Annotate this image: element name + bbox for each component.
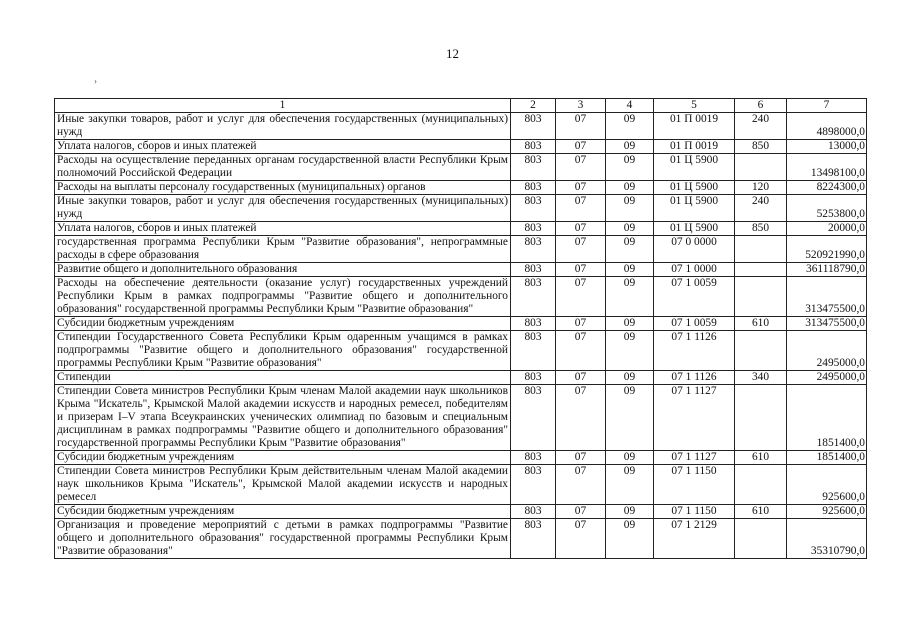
header-cell-1: 1 <box>55 99 511 113</box>
code-2-cell: 803 <box>511 140 556 154</box>
code-5-cell: 07 1 1126 <box>654 331 735 371</box>
code-5-cell: 01 П 0019 <box>654 140 735 154</box>
code-5-cell: 01 Ц 5900 <box>654 195 735 222</box>
table-row <box>55 451 867 465</box>
amount-cell: 1851400,0 <box>787 451 867 465</box>
code-4-cell: 09 <box>606 385 654 451</box>
code-2-cell: 803 <box>511 451 556 465</box>
code-4-cell: 09 <box>606 263 654 277</box>
table-row <box>55 385 867 451</box>
description-cell: Стипендии <box>55 371 511 385</box>
code-3-cell: 07 <box>556 385 606 451</box>
description-cell: Развитие общего и дополнительного образования <box>55 263 511 277</box>
code-2-cell: 803 <box>511 195 556 222</box>
table-row <box>55 371 867 385</box>
amount-cell: 35310790,0 <box>787 519 867 559</box>
code-4-cell: 09 <box>606 277 654 317</box>
amount-cell: 1851400,0 <box>787 385 867 451</box>
code-2-cell: 803 <box>511 465 556 505</box>
code-2-cell: 803 <box>511 154 556 181</box>
code-6-cell <box>735 236 787 263</box>
description-cell: Субсидии бюджетным учреждениям <box>55 505 511 519</box>
code-5-cell: 07 1 1127 <box>654 385 735 451</box>
code-2-cell: 803 <box>511 113 556 140</box>
table-row <box>55 236 867 263</box>
description-cell: Стипендии Государственного Совета Республики Крым одаренным учащимся в рамках подпрограммы "Развитие общего и дополнительного образования" государственной программы Республики Крым "Развитие образования" <box>55 331 511 371</box>
amount-cell: 20000,0 <box>787 222 867 236</box>
amount-cell: 313475500,0 <box>787 277 867 317</box>
description-cell: Уплата налогов, сборов и иных платежей <box>55 222 511 236</box>
code-2-cell: 803 <box>511 505 556 519</box>
amount-cell: 313475500,0 <box>787 317 867 331</box>
code-2-cell: 803 <box>511 263 556 277</box>
amount-cell: 2495000,0 <box>787 371 867 385</box>
description-cell: Уплата налогов, сборов и иных платежей <box>55 140 511 154</box>
code-5-cell: 07 1 2129 <box>654 519 735 559</box>
amount-cell: 925600,0 <box>787 505 867 519</box>
code-6-cell: 610 <box>735 505 787 519</box>
table-row <box>55 505 867 519</box>
code-3-cell: 07 <box>556 451 606 465</box>
code-4-cell: 09 <box>606 195 654 222</box>
amount-cell: 13498100,0 <box>787 154 867 181</box>
code-4-cell: 09 <box>606 113 654 140</box>
table-row <box>55 154 867 181</box>
table-row <box>55 222 867 236</box>
description-cell: Расходы на выплаты персоналу государственных (муниципальных) органов <box>55 181 511 195</box>
description-cell: Иные закупки товаров, работ и услуг для обеспечения государственных (муниципальных) нужд <box>55 113 511 140</box>
code-4-cell: 09 <box>606 140 654 154</box>
table-row <box>55 181 867 195</box>
table-row <box>55 317 867 331</box>
code-5-cell: 01 П 0019 <box>654 113 735 140</box>
code-5-cell: 01 Ц 5900 <box>654 181 735 195</box>
code-2-cell: 803 <box>511 181 556 195</box>
description-cell: Расходы на осуществление переданных органам государственной власти Республики Крым полномочий Российской Федерации <box>55 154 511 181</box>
header-cell-6: 6 <box>735 99 787 113</box>
header-cell-3: 3 <box>556 99 606 113</box>
code-2-cell: 803 <box>511 317 556 331</box>
code-2-cell: 803 <box>511 222 556 236</box>
code-3-cell: 07 <box>556 277 606 317</box>
code-5-cell: 07 1 1150 <box>654 505 735 519</box>
description-cell: Иные закупки товаров, работ и услуг для обеспечения государственных (муниципальных) нужд <box>55 195 511 222</box>
code-3-cell: 07 <box>556 195 606 222</box>
code-3-cell: 07 <box>556 505 606 519</box>
amount-cell: 8224300,0 <box>787 181 867 195</box>
code-3-cell: 07 <box>556 181 606 195</box>
code-4-cell: 09 <box>606 371 654 385</box>
amount-cell: 2495000,0 <box>787 331 867 371</box>
code-6-cell <box>735 331 787 371</box>
code-5-cell: 07 1 1150 <box>654 465 735 505</box>
table-row <box>55 331 867 371</box>
code-6-cell <box>735 385 787 451</box>
code-5-cell: 07 1 0059 <box>654 317 735 331</box>
code-3-cell: 07 <box>556 236 606 263</box>
description-cell: Организация и проведение мероприятий с детьми в рамках подпрограммы "Развитие общего и дополнительного образования" государственной программы Республики Крым "Развитие образования" <box>55 519 511 559</box>
header-cell-7: 7 <box>787 99 867 113</box>
code-6-cell: 610 <box>735 317 787 331</box>
code-6-cell <box>735 263 787 277</box>
code-2-cell: 803 <box>511 331 556 371</box>
table-row <box>55 465 867 505</box>
code-6-cell <box>735 519 787 559</box>
code-6-cell: 240 <box>735 195 787 222</box>
page-number: 12 <box>446 46 459 61</box>
table-body <box>55 99 867 559</box>
code-6-cell: 850 <box>735 140 787 154</box>
table-row <box>55 277 867 317</box>
code-6-cell <box>735 154 787 181</box>
code-5-cell: 07 0 0000 <box>654 236 735 263</box>
description-cell: Стипендии Совета министров Республики Крым членам Малой академии наук школьников Крыма "Искатель", Крымской Малой академии искусств и народных ремесел, победителям и призерам I–V этапа Всеукраинских ученических олимпиад по базовым и специальным дисциплинам в рамках подпрограммы "Развитие общего и дополнительного образования" государственной программы Республики Крым "Развитие образования" <box>55 385 511 451</box>
code-2-cell: 803 <box>511 385 556 451</box>
table-row <box>55 263 867 277</box>
description-cell: Субсидии бюджетным учреждениям <box>55 317 511 331</box>
code-6-cell: 340 <box>735 371 787 385</box>
code-6-cell <box>735 277 787 317</box>
table-row <box>55 113 867 140</box>
code-2-cell: 803 <box>511 519 556 559</box>
code-4-cell: 09 <box>606 236 654 263</box>
code-2-cell: 803 <box>511 277 556 317</box>
code-3-cell: 07 <box>556 371 606 385</box>
table-row <box>55 140 867 154</box>
code-5-cell: 07 1 1127 <box>654 451 735 465</box>
margin-mark: › <box>94 76 97 86</box>
header-row <box>55 99 867 113</box>
code-4-cell: 09 <box>606 181 654 195</box>
budget-table <box>54 98 867 559</box>
code-4-cell: 09 <box>606 519 654 559</box>
header-cell-5: 5 <box>654 99 735 113</box>
code-3-cell: 07 <box>556 519 606 559</box>
amount-cell: 361118790,0 <box>787 263 867 277</box>
code-3-cell: 07 <box>556 331 606 371</box>
code-3-cell: 07 <box>556 317 606 331</box>
code-3-cell: 07 <box>556 263 606 277</box>
code-5-cell: 07 1 1126 <box>654 371 735 385</box>
description-cell: Субсидии бюджетным учреждениям <box>55 451 511 465</box>
code-5-cell: 07 1 0059 <box>654 277 735 317</box>
amount-cell: 4898000,0 <box>787 113 867 140</box>
code-6-cell: 240 <box>735 113 787 140</box>
code-4-cell: 09 <box>606 451 654 465</box>
amount-cell: 520921990,0 <box>787 236 867 263</box>
amount-cell: 13000,0 <box>787 140 867 154</box>
code-4-cell: 09 <box>606 331 654 371</box>
code-5-cell: 01 Ц 5900 <box>654 154 735 181</box>
code-5-cell: 07 1 0000 <box>654 263 735 277</box>
code-6-cell <box>735 465 787 505</box>
table-row <box>55 519 867 559</box>
code-2-cell: 803 <box>511 236 556 263</box>
amount-cell: 5253800,0 <box>787 195 867 222</box>
code-4-cell: 09 <box>606 154 654 181</box>
header-cell-4: 4 <box>606 99 654 113</box>
code-6-cell: 610 <box>735 451 787 465</box>
code-4-cell: 09 <box>606 465 654 505</box>
description-cell: государственная программа Республики Крым "Развитие образования", непрограммные расходы в сфере образования <box>55 236 511 263</box>
code-3-cell: 07 <box>556 465 606 505</box>
code-4-cell: 09 <box>606 222 654 236</box>
code-6-cell: 850 <box>735 222 787 236</box>
code-3-cell: 07 <box>556 113 606 140</box>
code-4-cell: 09 <box>606 505 654 519</box>
code-5-cell: 01 Ц 5900 <box>654 222 735 236</box>
amount-cell: 925600,0 <box>787 465 867 505</box>
code-6-cell: 120 <box>735 181 787 195</box>
description-cell: Стипендии Совета министров Республики Крым действительным членам Малой академии наук школьников Крыма "Искатель", Крымской Малой академии искусств и народных ремесел <box>55 465 511 505</box>
description-cell: Расходы на обеспечение деятельности (оказание услуг) государственных учреждений Республики Крым в рамках подпрограммы "Развитие общего и дополнительного образования" государственной программы Республики Крым "Развитие образования" <box>55 277 511 317</box>
code-2-cell: 803 <box>511 371 556 385</box>
code-3-cell: 07 <box>556 222 606 236</box>
code-3-cell: 07 <box>556 154 606 181</box>
code-3-cell: 07 <box>556 140 606 154</box>
code-4-cell: 09 <box>606 317 654 331</box>
table-row <box>55 195 867 222</box>
header-cell-2: 2 <box>511 99 556 113</box>
